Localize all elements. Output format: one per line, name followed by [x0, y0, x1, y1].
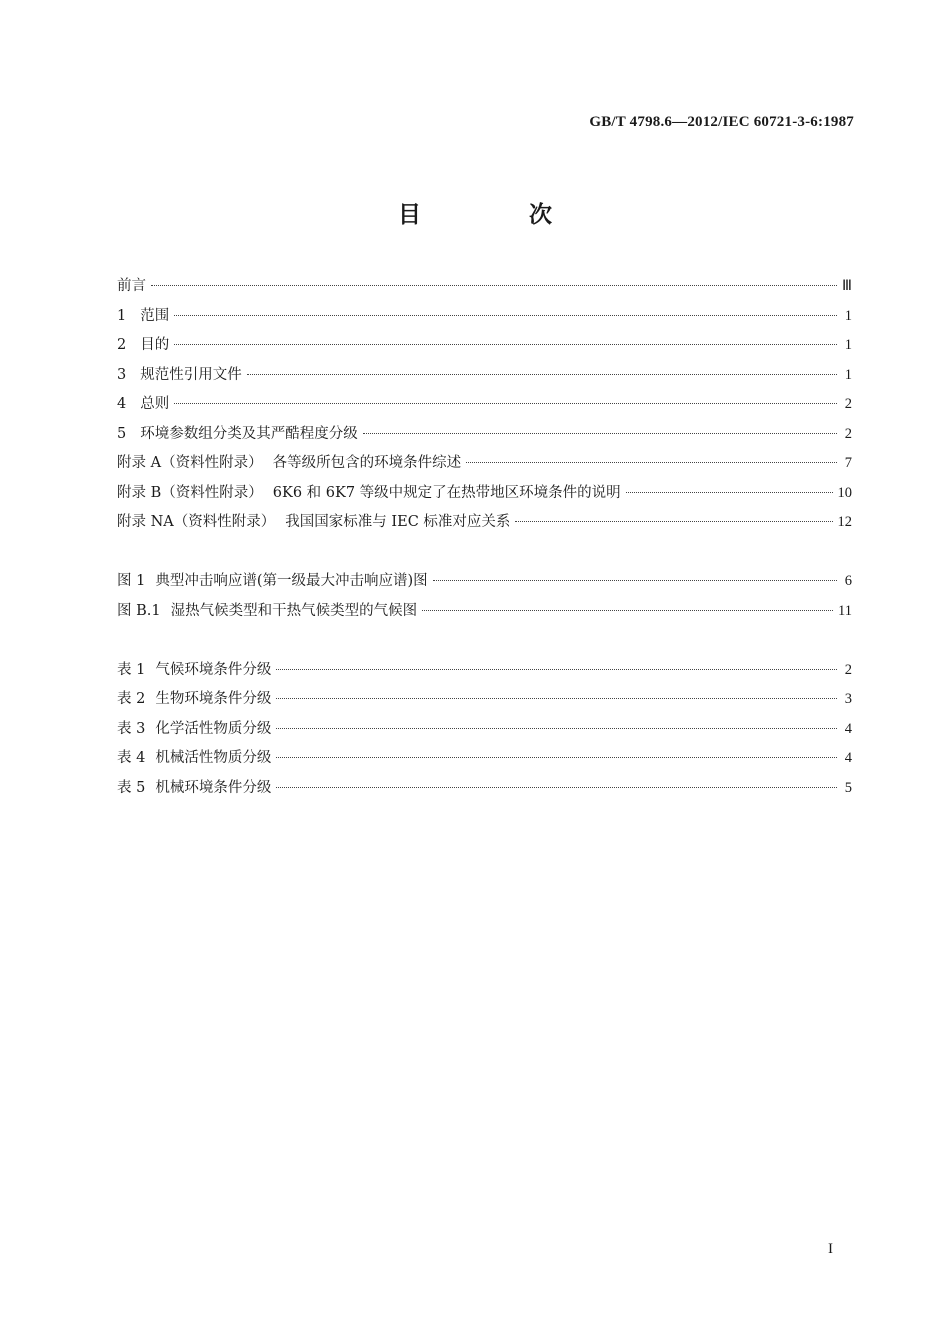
dot-leader	[174, 315, 837, 316]
toc-entry-page: 7	[844, 455, 852, 471]
toc-entry-label: 生物环境条件分级	[155, 691, 272, 707]
toc-entry-page: 10	[837, 484, 852, 501]
standard-code: GB/T 4798.6—2012/IEC 60721-3-6:1987	[589, 114, 854, 130]
toc-entry[interactable]	[117, 510, 852, 540]
toc-entry-page: 2	[844, 396, 852, 412]
toc-entry-number: 1	[117, 307, 127, 324]
dot-leader	[276, 787, 837, 788]
toc-group	[117, 274, 852, 540]
toc-entry[interactable]	[117, 392, 852, 422]
dot-leader	[276, 728, 837, 729]
toc-entry-number: 附录 B（资料性附录）	[117, 484, 263, 501]
toc-entry-page: 1	[844, 307, 852, 324]
dot-leader	[433, 580, 837, 581]
dot-leader	[276, 698, 837, 699]
toc-entry-page: Ⅲ	[842, 278, 852, 294]
toc-entry-number: 3	[117, 366, 127, 383]
toc-entry[interactable]	[117, 569, 852, 599]
toc-entry-number: 附录 NA（资料性附录）	[117, 514, 276, 530]
toc-entry-page: 2	[844, 425, 852, 442]
toc-group	[117, 569, 852, 628]
toc-entry[interactable]	[117, 717, 852, 747]
toc-entry[interactable]	[117, 599, 852, 629]
toc-entry[interactable]	[117, 304, 852, 334]
toc-entry-label: 范围	[140, 307, 170, 324]
dot-leader	[422, 610, 833, 611]
toc-entry[interactable]	[117, 658, 852, 688]
toc-entry-label: 我国国家标准与 IEC 标准对应关系	[285, 514, 511, 530]
toc-entry-label: 典型冲击响应谱(第一级最大冲击响应谱)图	[155, 573, 428, 589]
dot-leader	[151, 285, 837, 286]
dot-leader	[174, 344, 837, 345]
table-of-contents	[117, 274, 852, 805]
toc-entry[interactable]	[117, 274, 852, 304]
toc-entry-number: 表 5	[117, 779, 146, 796]
page-title: 目 次	[397, 202, 602, 228]
toc-entry-label: 规范性引用文件	[140, 366, 242, 383]
toc-entry-label: 目的	[140, 337, 170, 353]
dot-leader	[515, 521, 832, 522]
toc-entry-number: 5	[117, 425, 127, 442]
toc-entry-number: 2	[117, 337, 127, 353]
toc-entry-number: 表 4	[117, 750, 146, 766]
dot-leader	[466, 462, 837, 463]
toc-entry-number: 表 1	[117, 661, 146, 678]
toc-entry-label: 总则	[140, 396, 170, 412]
toc-entry-page: 4	[844, 720, 852, 737]
toc-entry-label: 化学活性物质分级	[155, 720, 272, 737]
toc-entry-number: 图 B.1	[117, 602, 161, 619]
toc-entry-label: 机械活性物质分级	[155, 750, 272, 766]
toc-entry-label: 各等级所包含的环境条件综述	[272, 455, 462, 471]
toc-entry[interactable]	[117, 333, 852, 363]
page-number: I	[828, 1241, 833, 1257]
toc-entry-number: 4	[117, 396, 127, 412]
toc-entry[interactable]	[117, 746, 852, 776]
dot-leader	[174, 403, 837, 404]
toc-group	[117, 658, 852, 806]
toc-entry-page: 5	[844, 779, 852, 796]
toc-entry[interactable]	[117, 481, 852, 511]
toc-entry-number: 表 3	[117, 720, 146, 737]
toc-entry-number: 图 1	[117, 573, 146, 589]
toc-entry-page: 1	[844, 366, 852, 383]
toc-entry-page: 6	[844, 573, 852, 589]
toc-entry-page: 12	[837, 514, 852, 530]
toc-entry-page: 3	[844, 691, 852, 707]
dot-leader	[363, 433, 837, 434]
dot-leader	[276, 669, 837, 670]
dot-leader	[247, 374, 837, 375]
dot-leader	[626, 492, 833, 493]
toc-entry-number: 表 2	[117, 691, 146, 707]
toc-entry[interactable]	[117, 363, 852, 393]
toc-entry-page: 11	[838, 602, 852, 619]
toc-entry-page: 2	[844, 661, 852, 678]
toc-entry-label: 湿热气候类型和干热气候类型的气候图	[170, 602, 418, 619]
toc-entry-label: 气候环境条件分级	[155, 661, 272, 678]
toc-entry-page: 1	[844, 337, 852, 353]
toc-entry-label: 前言	[117, 278, 146, 294]
toc-entry-number: 附录 A（资料性附录）	[117, 455, 263, 471]
toc-entry[interactable]	[117, 451, 852, 481]
toc-entry[interactable]	[117, 776, 852, 806]
toc-entry-page: 4	[844, 750, 852, 766]
dot-leader	[276, 757, 837, 758]
toc-entry-label: 6K6 和 6K7 等级中规定了在热带地区环境条件的说明	[272, 484, 621, 501]
toc-entry[interactable]	[117, 422, 852, 452]
toc-entry-label: 环境参数组分类及其严酷程度分级	[140, 425, 358, 442]
toc-entry[interactable]	[117, 687, 852, 717]
toc-entry-label: 机械环境条件分级	[155, 779, 272, 796]
